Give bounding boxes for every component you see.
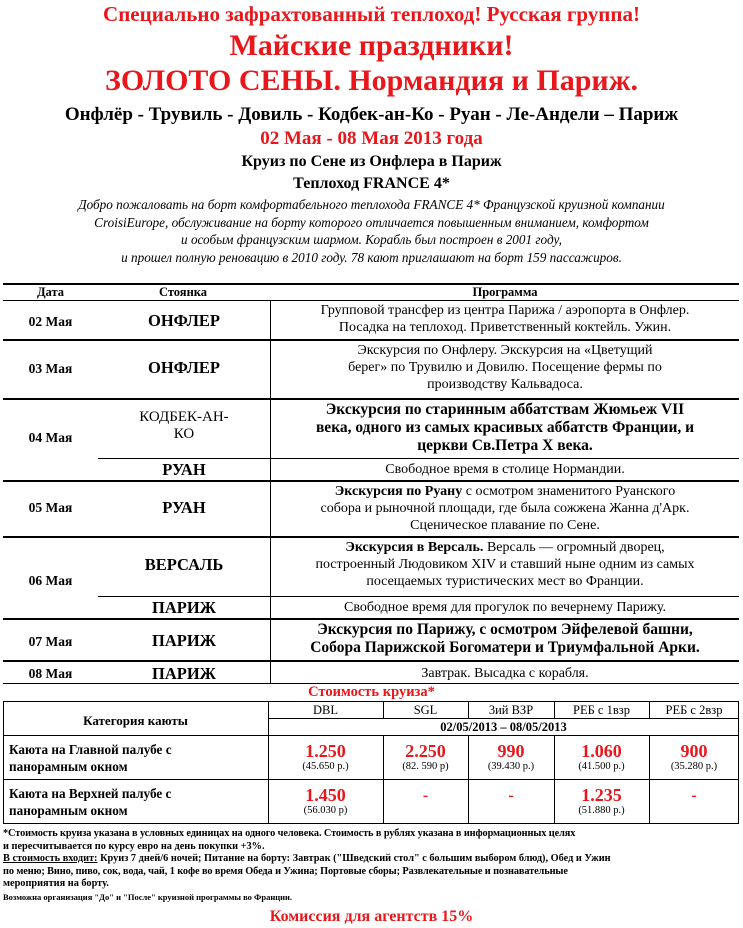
table-border <box>98 458 739 459</box>
intro-line: и особым французским шармом. Корабль был построен в 2001 году, <box>181 232 562 247</box>
program-line: Экскурсия по Парижу, с осмотром Эйфелевой башни, <box>317 621 693 638</box>
program-line: Экскурсия в Версаль. <box>345 540 484 555</box>
header-charter: Специально зафрахтованный теплоход! Русская группа! <box>103 2 640 26</box>
day-stop: ПАРИЖ <box>152 598 216 617</box>
day-stop: РУАН <box>162 498 206 517</box>
day-stop: ОНФЛЕР <box>148 358 220 377</box>
price-table <box>3 701 739 824</box>
route: Онфлёр - Трувиль - Довиль - Кодбек-ан-Ко - Руан - Ле-Андели – Париж <box>64 104 679 125</box>
col-dbl: DBL <box>313 703 338 717</box>
day-date: 06 Мая <box>28 573 73 588</box>
price-cell <box>649 787 739 805</box>
price-value: - <box>691 787 697 804</box>
note-line: Возможна организация "До" и "После" круизной программы во Франции. <box>3 891 293 902</box>
note-line <box>3 853 740 866</box>
intro-text <box>0 196 743 266</box>
header-program: Программа <box>472 285 538 299</box>
day-stop <box>98 409 270 443</box>
price-rub: (41.500 р.) <box>578 761 625 772</box>
program-line: Экскурсия по Онфлеру. Экскурсия на «Цветущий <box>357 343 653 358</box>
day-date: 08 Мая <box>28 666 73 681</box>
day-stop: ОНФЛЕР <box>148 311 220 330</box>
ship-name: Теплоход FRANCE 4* <box>293 175 450 192</box>
price-cell <box>468 787 554 805</box>
day-stop: ПАРИЖ <box>152 664 216 683</box>
col-3rd-adult: 3ий ВЗР <box>488 703 534 717</box>
table-border <box>3 480 739 482</box>
price-cell <box>554 741 649 773</box>
table-border <box>3 701 739 702</box>
price-cell <box>383 741 468 773</box>
included-label: В стоимость входит: <box>3 853 98 864</box>
table-border <box>3 339 739 341</box>
price-rub: (39.430 р.) <box>487 761 535 772</box>
tour-dates: 02 Мая - 08 Мая 2013 года <box>260 128 483 149</box>
table-border <box>3 660 739 662</box>
price-cell <box>383 787 468 805</box>
stop-line: КО <box>173 426 195 442</box>
price-value: 990 <box>497 741 525 761</box>
intro-line: CroisiEurope, обслуживание на борту которого отличается повышенным вниманием, комфортом <box>94 214 649 230</box>
price-value: 1.235 <box>581 785 622 805</box>
price-rub: (56.030 р) <box>303 805 348 816</box>
price-value: - <box>422 787 429 804</box>
price-value: 2.250 <box>405 741 446 761</box>
price-value: 1.060 <box>581 741 622 761</box>
price-value: - <box>508 787 514 804</box>
day-date: 05 Мая <box>28 500 73 515</box>
program-line: Посещение фермы по <box>528 360 662 375</box>
table-border <box>3 398 739 400</box>
program-line: Экскурсия по старинным аббатствам Жюмьеж VII <box>325 401 685 418</box>
day-program <box>271 342 739 393</box>
intro-line: Добро пожаловать на борт комфортабельного теплохода FRANCE 4* Французской круизной компании <box>78 197 665 212</box>
day-program: Завтрак. Высадка с корабля. <box>421 666 589 681</box>
price-cell <box>268 785 383 817</box>
program-line: Экскурсия по Руану <box>334 484 463 499</box>
program-line: посещаемых туристических мест во Франции. <box>366 574 644 589</box>
category-header: Категория каюты <box>83 713 188 728</box>
day-program <box>271 401 739 455</box>
table-border <box>3 536 739 538</box>
program-line: берег» по Трувилю и Довилю. <box>348 360 529 375</box>
col-sgl: SGL <box>413 703 438 717</box>
program-line: производству Кальвадоса. <box>427 377 583 392</box>
note-line: *Стоимость круиза указана в условных единицах на одного человека. Стоимость в рублях указана в информационных целях <box>3 828 576 839</box>
price-value: 1.450 <box>305 785 346 805</box>
table-border <box>3 300 739 301</box>
price-cell <box>468 741 554 773</box>
program-line: Собора Парижской Богоматери и Триумфальной Арки. <box>310 639 700 656</box>
program-line: Посадка на теплоход. Приветственный коктейль. Ужин. <box>338 320 672 335</box>
intro-line: и прошел полную реновацию в 2010 году. 78 кают приглашают на борт 159 пассажиров. <box>121 249 622 265</box>
day-program: Свободное время для прогулок по вечернему Парижу. <box>344 600 666 615</box>
notes <box>3 828 740 903</box>
table-border <box>98 596 739 597</box>
header-date: Дата <box>36 285 65 299</box>
program-line: Групповой трансфер из центра Парижа / аэропорта в Онфлер. <box>320 303 690 318</box>
date-range: 02/05/2013 – 08/05/2013 <box>440 720 567 734</box>
day-stop: ВЕРСАЛЬ <box>144 555 224 574</box>
program-line: собора и рыночной площади, где была сожжена Жанна д'Арк. <box>320 501 690 516</box>
day-program <box>271 539 739 590</box>
day-date: 04 Мая <box>28 430 73 445</box>
header-holidays: Майские праздники! <box>229 29 514 62</box>
price-rub: (45.650 р.) <box>302 761 349 772</box>
program-line: построенный Людовиком XIV и ставший ныне одним из самых <box>315 557 695 572</box>
day-stop: РУАН <box>162 460 206 479</box>
price-rub: (35.280 р.) <box>670 761 718 772</box>
program-line: века, одного из самых красивых аббатств Франции, и <box>315 419 695 436</box>
day-date: 03 Мая <box>28 361 73 376</box>
day-program <box>271 483 739 534</box>
header-title: ЗОЛОТО СЕНЫ. Нормандия и Париж. <box>105 64 638 97</box>
day-program <box>271 621 739 657</box>
table-border <box>3 735 739 736</box>
price-rub: (82. 590 р) <box>402 761 449 772</box>
header-stop: Стоянка <box>158 285 208 299</box>
row-label-line: панорамным окном <box>9 803 128 818</box>
price-rub: (51.880 р.) <box>578 805 625 816</box>
day-date: 07 Мая <box>28 634 73 649</box>
price-cell <box>649 741 739 773</box>
price-cell <box>554 785 649 817</box>
note-line: по меню; Вино, пиво, сок, вода, чай, 1 кофе во время Обеда и Ужина; Портовые сборы; Развлекательные и познавательные <box>3 865 568 877</box>
price-title: Стоимость круиза* <box>308 684 435 700</box>
row-label-line: Каюта на Верхней палубе с <box>9 786 172 801</box>
price-value: 900 <box>680 741 708 761</box>
day-program: Свободное время в столице Нормандии. <box>385 462 625 477</box>
table-border <box>3 823 739 824</box>
col-child-2adult: РЕБ с 2взр <box>665 703 723 717</box>
program-line: церкви Св.Петра X века. <box>417 437 593 454</box>
program-line: Сценическое плавание по Сене. <box>410 518 600 533</box>
note-line: мероприятия на борту. <box>3 878 109 889</box>
col-child-1adult: РЕБ с 1взр <box>573 703 630 717</box>
day-program <box>271 302 739 336</box>
row-label-line: Каюта на Главной палубе с <box>9 742 172 757</box>
table-border <box>3 618 739 620</box>
price-value: 1.250 <box>305 741 346 761</box>
table-border <box>3 779 739 780</box>
day-date: 02 Мая <box>28 314 73 329</box>
stop-line: КОДБЕК-АН- <box>139 409 229 425</box>
price-cell <box>268 741 383 773</box>
note-line: и пересчитывается по курсу евро на день покупки +3%. <box>3 840 265 852</box>
row-label <box>9 785 264 819</box>
row-label <box>9 741 264 775</box>
row-label-line: панорамным окном <box>9 759 128 774</box>
program-line: Версаль — огромный дворец, <box>483 540 665 555</box>
table-border <box>268 718 739 719</box>
note-text: Круиз 7 дней/6 ночей; Питание на борту: Завтрак ("Шведский стол" с большим выбором блюд), Обед и Ужин <box>97 853 611 864</box>
day-stop: ПАРИЖ <box>152 631 216 650</box>
commission: Комиссия для агентств 15% <box>269 908 474 925</box>
program-line: с осмотром знаменитого Руанского <box>462 484 676 499</box>
cruise-name: Круиз по Сене из Онфлера в Париж <box>241 153 502 170</box>
